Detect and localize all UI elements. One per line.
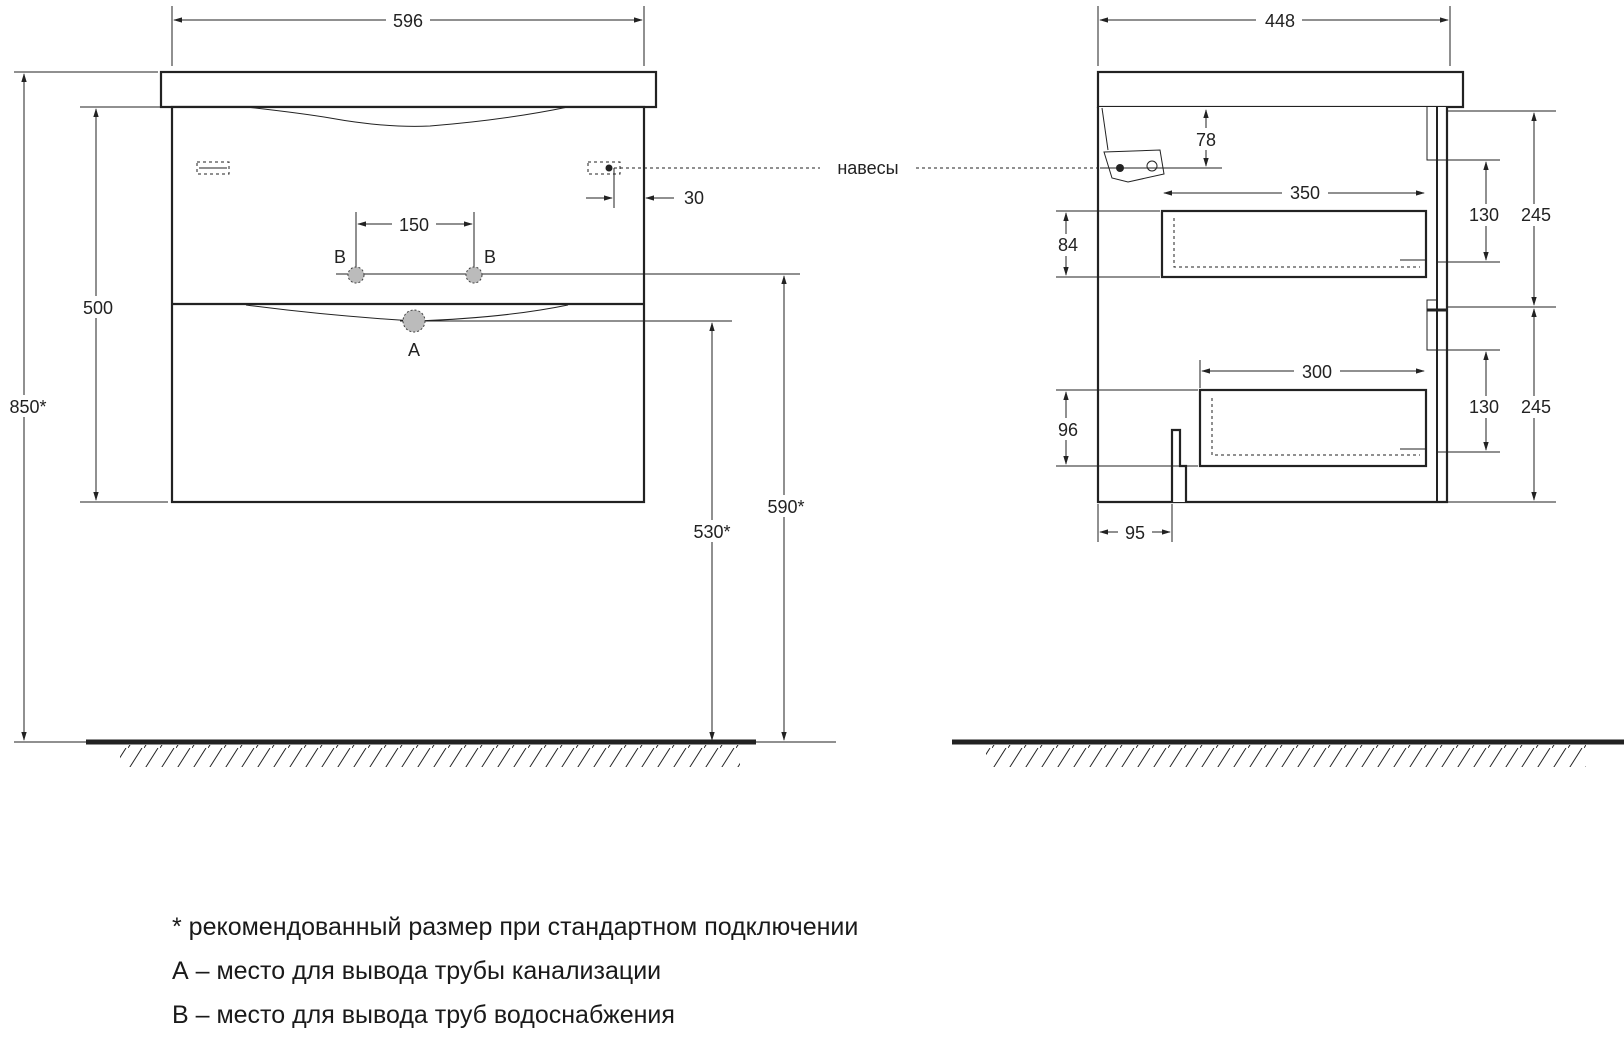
dim-top-drawer-depth: 350 (1289, 183, 1321, 203)
front-view (4, 6, 836, 767)
dim-side-depth: 448 (1264, 11, 1296, 31)
hinge-callout: навесы (837, 158, 899, 178)
dim-top-drawer-height: 84 (1057, 235, 1079, 255)
label-a: A (407, 340, 421, 360)
dim-drawer-inner-top: 130 (1468, 205, 1500, 225)
front-countertop (161, 72, 656, 107)
dim-pipe-spacing: 150 (398, 215, 430, 235)
label-b-left: B (333, 247, 347, 267)
note-drain: А – место для вывода трубы канализации (172, 957, 662, 985)
dim-plinth: 95 (1124, 523, 1146, 543)
drain-outlet (403, 310, 425, 332)
dim-bottom-drawer-height: 96 (1057, 420, 1079, 440)
dim-front-height: 500 (82, 298, 114, 318)
floor-hatch-front (120, 745, 740, 767)
dim-water-height: 590* (767, 497, 805, 517)
dim-hinge-offset: 30 (683, 188, 705, 208)
dim-drawer-inner-bottom: 130 (1468, 397, 1500, 417)
water-outlet-left (348, 267, 364, 283)
dim-bottom-drawer-depth: 300 (1301, 362, 1333, 382)
dim-front-width: 596 (392, 11, 424, 31)
legend-notes (172, 905, 858, 1037)
note-recommended: * рекомендованный размер при стандартном подключении (172, 913, 859, 941)
dim-front-top: 245 (1520, 205, 1552, 225)
side-countertop (1098, 72, 1463, 107)
dim-drain-height: 530* (693, 522, 731, 542)
water-outlet-right (466, 267, 482, 283)
floor-hatch-side (986, 745, 1586, 767)
dim-total-height: 850* (9, 397, 47, 417)
dim-front-bottom: 245 (1520, 397, 1552, 417)
side-view (952, 6, 1624, 767)
dim-hinge-height: 78 (1195, 130, 1217, 150)
label-b-right: B (483, 247, 497, 267)
note-water: В – место для вывода труб водоснабжения (172, 1001, 675, 1029)
